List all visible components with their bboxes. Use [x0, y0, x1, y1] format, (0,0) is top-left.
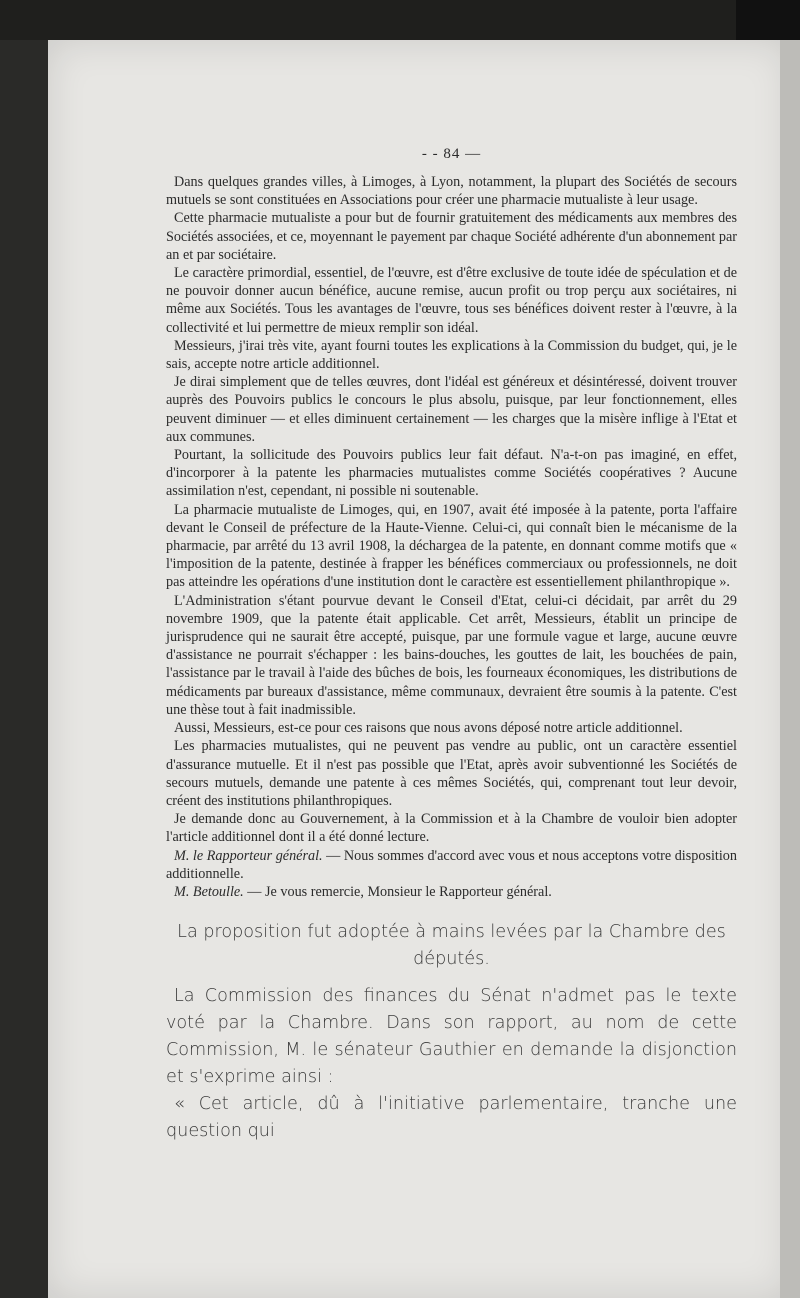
speech-body: [166, 173, 737, 901]
section-heading: La proposition fut adoptée à mains levées par la Chambre des députés.: [177, 922, 726, 970]
speech-text: — Je vous remercie, Monsieur le Rapporteur général.: [243, 883, 552, 900]
paragraph: L'Administration s'étant pourvue devant le Conseil d'Etat, celui-ci décidait, par arrêt du 29 novembre 1909, que la patente était applicable. Cet arrêt, Messieurs, établit un principe de jurisprudence qui ne saurait être accepté, puisque, par une formule vague et large, aucune œuvre d'assistance ne pourrait s'échapper : les bains-douches, les gouttes de lait, les bouchées de pain, l'assistance par le travail à l'aide des bûches de bois, les fourneaux économiques, les distributions de médicaments par bureaux d'assistance, même communaux, devraient être soumis à la patente. C'est une thèse tout à fait inadmissible.: [166, 592, 737, 718]
paragraph: Messieurs, j'irai très vite, ayant fourni toutes les explications à la Commission du budget, qui, je le sais, accepte notre article additionnel.: [166, 337, 737, 373]
speech-reply: [166, 847, 737, 883]
scan-background-top: [0, 0, 800, 40]
narrative-section: [166, 919, 737, 1145]
speaker-name: M. Betoulle.: [174, 883, 244, 900]
speech-text: — Nous sommes d'accord avec vous et nous acceptons votre disposition additionnelle.: [166, 847, 737, 882]
paragraph: Dans quelques grandes villes, à Limoges, à Lyon, notamment, la plupart des Sociétés de secours mutuels se sont constituées en Associations pour créer une pharmacie mutualiste à leur usage.: [166, 174, 737, 209]
paragraph: Je demande donc au Gouvernement, à la Commission et à la Chambre de vouloir bien adopter l'article additionnel dont il a été donné lecture.: [166, 811, 737, 846]
paragraph: Pourtant, la sollicitude des Pouvoirs publics leur fait défaut. N'a-t-on pas imaginé, en effet, d'incorporer à la patente les pharmacies mutualistes comme Sociétés coopératives ? Aucune assimilation n'est, cependant, ni possible ni soutenable.: [166, 447, 737, 500]
paragraph: Les pharmacies mutualistes, qui ne peuvent pas vendre au public, ont un caractère essentiel d'assurance mutuelle. Et il n'est pas possible que l'Etat, après avoir subventionné les Sociétés de secours mutuels, demande une patente à ces mêmes Sociétés, qui, comprenant tout leur devoir, créent des institutions philanthropiques.: [166, 738, 737, 809]
paragraph: Aussi, Messieurs, est-ce pour ces raisons que nous avons déposé notre article additionnel.: [174, 720, 683, 737]
page-content: [166, 146, 737, 1145]
speaker-name: M. le Rapporteur général.: [174, 847, 323, 864]
scan-tab-strip: [736, 0, 800, 44]
paragraph: La Commission des finances du Sénat n'admet pas le texte voté par la Chambre. Dans son rapport, au nom de cette Commission, M. le sénateur Gauthier en demande la disjonction et s'exprime ainsi :: [166, 986, 737, 1088]
paragraph: Je dirai simplement que de telles œuvres, dont l'idéal est généreux et désintéressé, doivent trouver auprès des Pouvoirs publics le concours le plus absolu, puisque, par leur fonctionnement, elles peuvent diminuer — et elles diminuent certainement — les charges que la misère inflige à l'Etat et aux communes.: [166, 374, 737, 445]
page-edge: [780, 40, 800, 1298]
paragraph: « Cet article, dû à l'initiative parlementaire, tranche une question qui: [166, 1094, 737, 1142]
paragraph: Cette pharmacie mutualiste a pour but de fournir gratuitement des médicaments aux membres des Sociétés associées, et ce, moyennant le payement par chaque Société adhérente d'un abonnement par an et par sociétaire.: [166, 210, 738, 263]
speech-reply: [166, 883, 737, 901]
paragraph: La pharmacie mutualiste de Limoges, qui, en 1907, avait été imposée à la patente, porta l'affaire devant le Conseil de préfecture de la Haute-Vienne. Celui-ci, qui connaît bien le mécanisme de la pharmacie, par arrêté du 13 avril 1908, la déchargea de la patente, en donnant comme motifs que « l'imposition de la patente, destinée à frapper les bénéfices commerciaux ou professionnels, ne doit pas atteindre les opérations d'une institution dont le caractère est essentiellement philanthropique ».: [166, 501, 737, 591]
paragraph: Le caractère primordial, essentiel, de l'œuvre, est d'être exclusive de toute idée de spéculation et de ne pouvoir donner aucun bénéfice, aucune remise, aucun profit ou trop perçu aux sociétaires, ni même aux Sociétés. Tous les avantages de l'œuvre, tous ses bénéfices doivent rester à l'œuvre, à la collectivité et lui permettre de mieux remplir son idéal.: [166, 265, 737, 336]
page-number: - - 84 —: [421, 146, 482, 162]
